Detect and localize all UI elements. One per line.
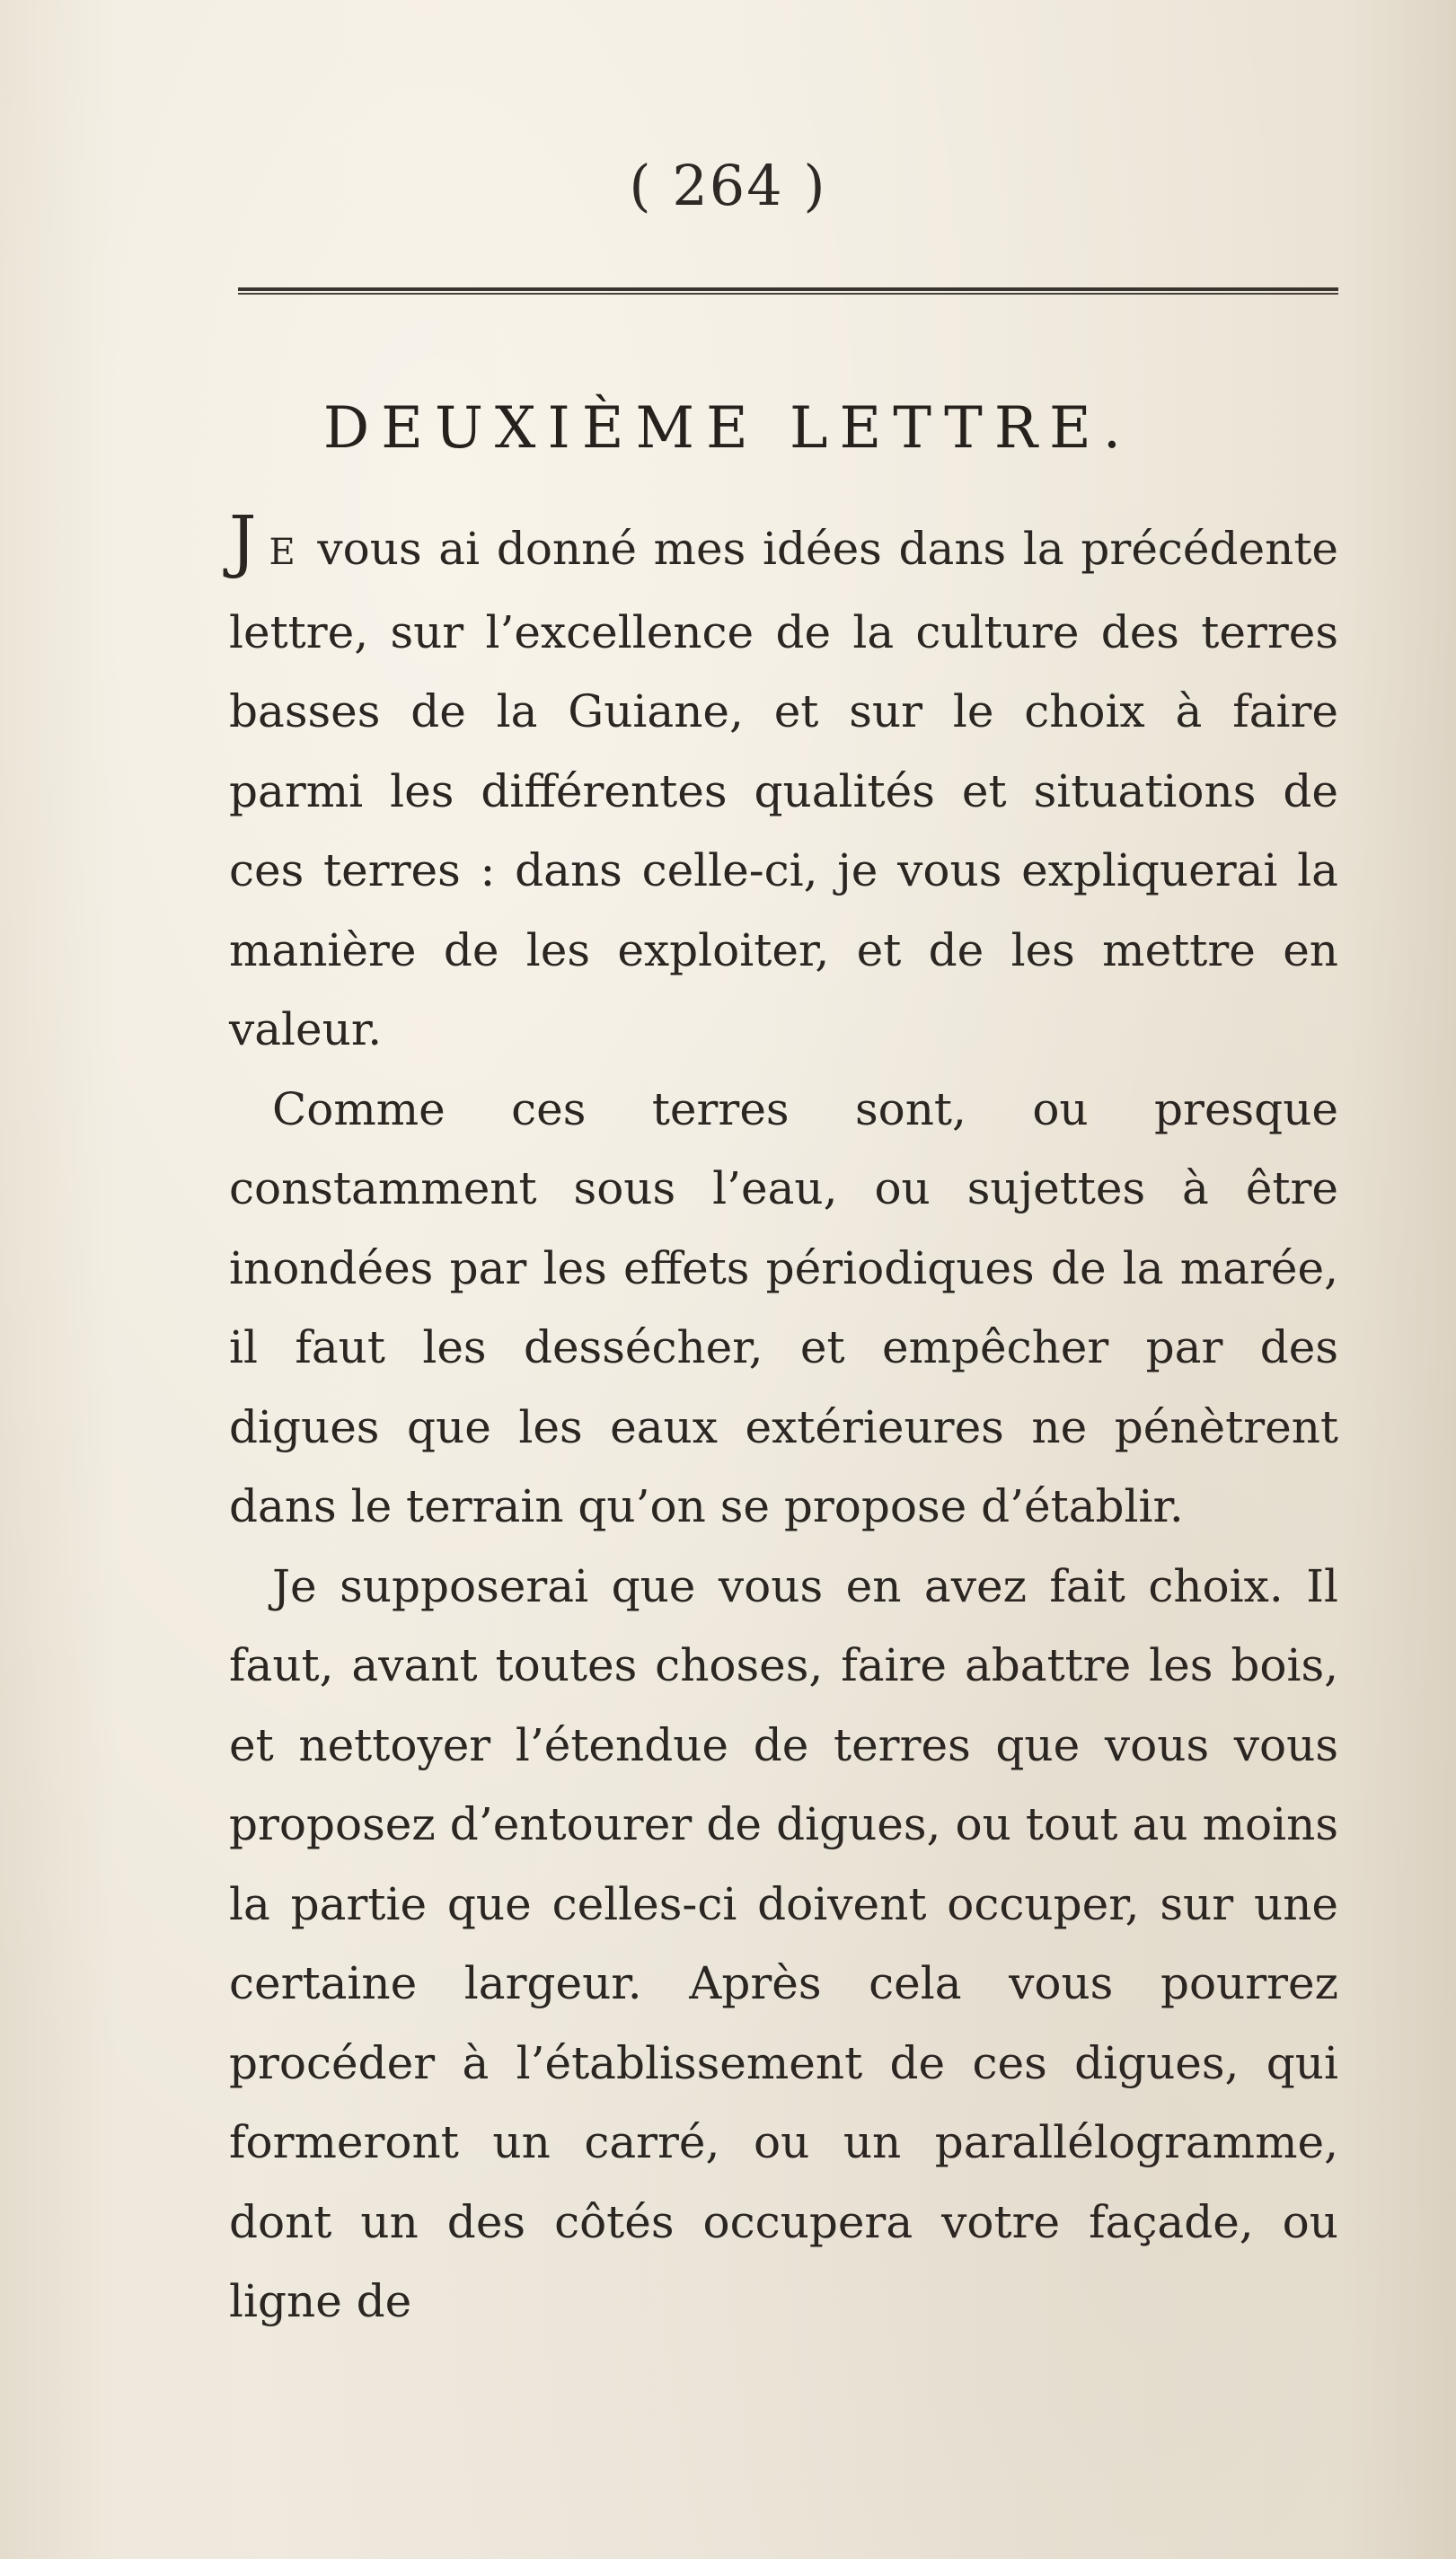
body-text [229,500,1338,2342]
paragraph-second: Comme ces terres sont, ou presque constamment sous l’eau, ou sujettes à être inondées par les effets périodiques de la marée, il faut les dessécher, et empêcher par des digues que les eaux extérieures ne pénètrent dans le terrain qu’on se propose d’établir. [229,1082,1338,1532]
paragraph-first [229,500,1338,1070]
paragraph-first-text: vous ai donné mes idées dans la précédente lettre, sur l’excellence de la culture des terres basses de la Guiane, et sur le choix à faire parmi les différentes qualités et situations de ces terres : dans celle-ci, je vous expliquerai la manière de les exploiter, et de les mettre en valeur. [229,523,1338,1055]
initial-rest: E [269,532,296,573]
header-rule [238,287,1338,295]
initial-letter: J [229,500,257,580]
letter-title: DEUXIÈME LETTRE. [322,395,1134,462]
page-number: ( 264 ) [629,153,827,218]
paragraph-third: Je supposerai que vous en avez fait choix. Il faut, avant toutes choses, faire abattre les bois, et nettoyer l’étendue de terres que vous vous proposez d’entourer de digues, ou tout au moins la partie que celles-ci doivent occuper, sur une certaine largeur. Après cela vous pourrez procéder à l’établissement de ces digues, qui formeront un carré, ou un parallélogramme, dont un des côtés occupera votre façade, ou ligne de [229,1559,1338,2327]
